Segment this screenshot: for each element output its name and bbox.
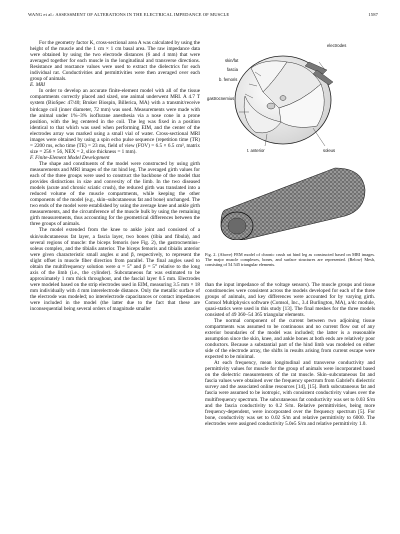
figure-2 (205, 40, 375, 250)
body-paragraph: than the input impedance of the voltage sensors). The muscle groups and tissue constituencies were consistent across the models developed for each of the three groups of animals, and key differences were accounted for by varying girth. Comsol Multiphysics software (Comsol, Inc., 3.4 Burlington, MA), a/dc module, quasi-statics were used in this study [13]. The final meshes for the three models consisted of 49 360–54 365 triangular elements. (205, 281, 375, 318)
body-paragraph: In order to develop an accurate finite-element model with all of the tissue compartments correctly placed and sized, one animal underwent MRI. A 4.7 T system (BioSpec 47/40; Bruker Biospin, Billerica, MA) with a transmit/receive birdcage coil (inner diameter, 72 mm) was used. Measurements were made with the animal under 1%–3% isoflurane anesthesia via a nose cone in a prone position, with the leg centered in the coil. The leg was fixed in a position identical to that which was used when performing EIM, and the center of the electrodes array was marked using a small vial of water. Cross-sectional MRI images were obtained by using a spin echo pulse sequence (repetition time (TR) = 2200 ms, echo time (TE) = 23 ms, field of view (FOV) = 6.5 × 6.5 cm², matrix size = 256 × 56, NEX = 2, slice thickness = 1 mm). (30, 88, 200, 155)
label-t-anterior: t. anterior (247, 148, 265, 153)
left-column (30, 40, 200, 312)
label-b-femoris: b. femoris (219, 77, 238, 82)
label-soleus: soleus (323, 148, 336, 153)
running-header (28, 12, 378, 20)
page-number: 1587 (368, 12, 378, 17)
section-heading-fem: F. Finite-Element Model Development (30, 154, 110, 161)
right-column (205, 40, 375, 427)
label-electrodes: electrodes (327, 43, 347, 48)
body-paragraph: The shape and constituents of the model were constructed by using girth measurements and MRI images of the rat hind leg. The averaged girth values for each of the three groups were used to construct the backbone of the model that provides distinctions in size and convexity of the limb. In the two diseased models (acute and chronic sciatic crush), the reduced girth was translated into a reduced volume of the muscle compartments, while keeping the other components of the model (e.g., skin–subcutaneous fat and bone) unchanged. The two ends of the model were established by using the average knee and ankle girth measurements, and the circumference of the muscle bulk by using the remaining girth measurements, thus accounting for the geometrical differences between the three groups of animals. (30, 160, 200, 228)
label-skin-fat: skin/fat (225, 58, 239, 63)
label-gastrocnemius: gastrocnemius (207, 96, 235, 101)
running-header-title: WANG et al.: ASSESSMENT OF ALTERATIONS IN THE ELECTRICAL IMPEDANCE OF MUSCLE (28, 12, 230, 17)
fem-mesh-bottom (221, 168, 365, 240)
label-fascia: fascia (227, 67, 238, 72)
body-paragraph: The model extended from the knee to ankle joint and consisted of a skin/subcutaneous fat layer, a fascia layer, two bones (tibia and fibula), and several regions of muscle: the biceps femoris (see Fig. 2), the gastrocnemius–soleus complex, and the tibialis anterior. The biceps femoris and tibialis anterior were given characteristic small angles α and β, respectively, to represent the slight offset in muscle fiber direction from parallel. The final angles used to obtain the multifrequency solution were α = 5° and β = 5° relative to the long axis of the limb (i.e., the cylinder). Subcutaneous fat was estimated to be approximately 1 mm thick throughout, and the fascial layer 0.5 mm. Electrodes were modeled based on the strip electrodes used in EIM, measuring 3.5 mm × 18 mm individually with 4 mm interelectrode distance. Only the metallic surface of the electrode was modeled; no interelectrode capacitances or contact impedances were included in the model (the latter due to the fact that these are inconsequential being several orders of magnitude smaller (30, 227, 200, 313)
section-heading-mri: E. MRI (30, 82, 45, 89)
figure-caption: Fig. 2. (Above) FEM model of chronic crush rat hind leg as constructed based on MRI images. The major muscle complexes, bones, and surface structures are represented. (Below) Mesh, consisting of 54 545 triangular elements. (205, 252, 375, 268)
body-paragraph: For the geometry factor K, cross-sectional area A was calculated by using the height of the muscle and the 1 cm × 1 cm basal area. The raw impedance data were obtained by using the two electrode distances (6 and 4 mm) that were averaged together for each muscle in the longitudinal and transverse directions. Resistance and reactance values were used to extract the dielectrics for each individual rat. Conductivities and permittivities were then averaged over each group of animals. (30, 40, 200, 83)
fem-model-top (235, 56, 333, 146)
body-paragraph: At each frequency, mean longitudinal and transverse conductivity and permittivity values for muscle for the group of animals were incorporated based on the dielectric measurements of the rat muscle. Skin–subcutaneous fat and fascia values were obtained over the frequency spectrum from Gabriel's dielectric survey and the associated online resources [14], [15]. Both subcutaneous fat and fascia were assumed to be isotropic, with consistent conductivity values over the multifrequency spectrum. The subcutaneous fat conductivity was set to 0.03 S/m and the fascia conductivity to 0.2 S/m. Relative permittivities, being more frequency-dependent, were incorporated over the frequency spectrum [5]. For bone, conductivity was set to 0.02 S/m and relative permittivity to 6000. The electrodes were assigned conductivity 5.0e5 S/m and relative permittivity 1.0. (205, 360, 375, 427)
body-paragraph: The normal component of the current between two adjoining tissue compartments was assumed to be continuous and no current flow out of any exterior boundaries of the model was included; the latter is a reasonable assumption since the skin, knee, and ankle bones at both ends are relatively poor conductors. Because a substantial part of the hind limb was modeled on either side of the electrode array, the shifts in results arising from current escape were expected to be minimal. (205, 317, 375, 361)
